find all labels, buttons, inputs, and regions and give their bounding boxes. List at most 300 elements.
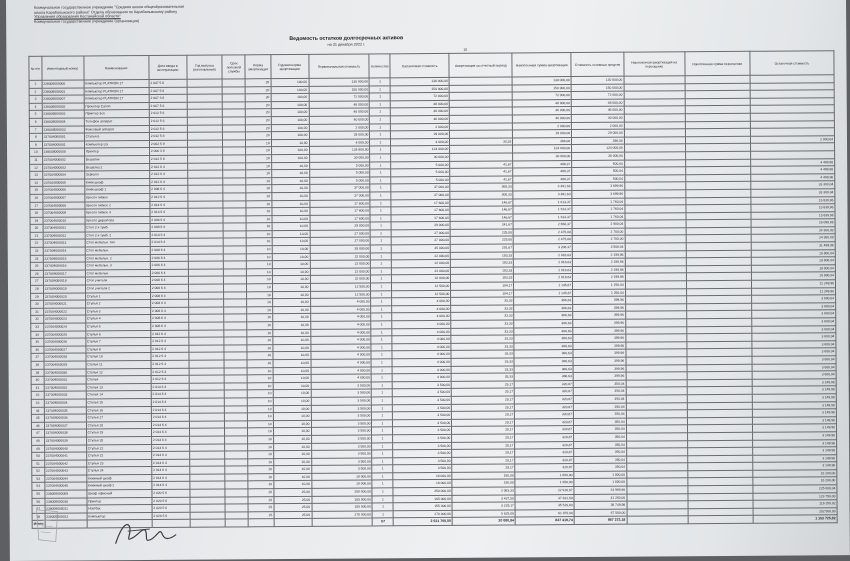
table-cell: 41,67 <box>450 160 513 168</box>
table-cell: 3 699,96 <box>572 190 625 198</box>
table-cell: 10,00 <box>272 245 310 253</box>
table-cell: 3 600,04 <box>751 310 835 318</box>
table-cell: 3 500,00 <box>311 442 372 450</box>
table-cell: 2 014 6 4 <box>151 413 189 421</box>
table-cell: Зеркало <box>84 171 149 179</box>
table-cell: 238008000002 <box>42 103 84 111</box>
table-cell: 2 008 6 4 <box>150 315 188 323</box>
table-cell: 1 <box>371 252 392 260</box>
table-cell: 29 <box>31 293 44 301</box>
table-cell: 399,96 <box>573 350 626 358</box>
table-cell: 37 812,50 <box>515 494 574 502</box>
table-cell: 26 099,96 <box>751 219 835 227</box>
table-cell: 38 <box>31 361 44 369</box>
table-cell: 399,96 <box>573 334 626 342</box>
table-cell: 17 600,00 <box>391 214 450 222</box>
table-cell: 1 <box>372 503 393 511</box>
table-cell: 22 000,00 <box>392 252 451 260</box>
table-cell: 350,04 <box>574 410 627 418</box>
table-cell: 3 500,00 <box>393 427 452 435</box>
table-cell: 3 149,96 <box>752 401 836 409</box>
table-cell: 28 <box>30 285 43 293</box>
table-cell: 10,00 <box>273 344 311 352</box>
table-cell: 10,00 <box>272 261 310 269</box>
table-cell: Вешалки <box>84 155 149 163</box>
table-cell: 1 <box>371 313 392 321</box>
table-cell: 10,00 <box>273 405 311 413</box>
org-line: школа Карабалыкского района" Отдела образования по Карабалыкскому району <box>34 9 178 15</box>
table-cell: 43 <box>31 399 44 407</box>
table-cell: 237004000045 <box>44 482 86 490</box>
table-cell: 10 <box>247 329 272 337</box>
table-cell: 44 <box>31 407 44 415</box>
table-cell: 25,00 <box>274 511 312 519</box>
table-cell: 10 <box>248 398 273 406</box>
table-cell: 1 <box>369 78 390 86</box>
table-cell: 10 <box>246 215 271 223</box>
table-cell: 4 000,00 <box>311 359 372 367</box>
table-cell: 5 000,00 <box>309 169 370 177</box>
table-cell: 33,33 <box>451 320 514 328</box>
table-cell: 10 <box>246 200 271 208</box>
table-cell: 2 008 6 4 <box>150 292 188 300</box>
table-cell: 2 008 6 4 <box>150 299 188 307</box>
table-cell: 46 000,00 <box>391 108 450 116</box>
table-cell: 40 000,00 <box>309 116 370 124</box>
stamp-mark <box>34 506 62 546</box>
table-cell: 3 149,96 <box>752 378 836 386</box>
table-cell: Стулья 5 <box>85 322 150 330</box>
table-cell: 31 <box>31 308 44 316</box>
table-cell: 29,17 <box>452 441 515 449</box>
table-cell: 237004000043 <box>44 467 86 475</box>
totals-cell: Итого <box>32 521 45 529</box>
table-cell <box>223 117 246 125</box>
table-cell: Телефон аппарат <box>84 117 149 125</box>
table-cell: Стулья 4 <box>85 315 150 323</box>
table-cell: 3 500,00 <box>393 419 452 427</box>
table-cell: 237004000038 <box>44 429 86 437</box>
table-cell: 10 <box>248 420 273 428</box>
totals-cell <box>190 519 226 527</box>
table-cell: 4 499,96 <box>750 166 834 174</box>
table-cell: Компьютер PLATRON 17 <box>84 95 149 103</box>
table-cell <box>223 170 246 178</box>
table-cell: 33,33 <box>451 305 514 313</box>
table-cell: 29,17 <box>452 388 515 396</box>
table-cell: 10 <box>248 451 273 459</box>
table-cell: 2 014 6 4 <box>152 467 190 475</box>
table-cell: 399,96 <box>573 327 626 335</box>
table-cell: 1 <box>370 131 391 139</box>
org-line: Коммунальное государственное учреждение "Средняя школа общеобразовательная <box>34 4 185 10</box>
table-cell: 5 000,00 <box>309 177 370 185</box>
table-cell: 33,33 <box>451 343 514 351</box>
table-cell: 10 <box>246 162 271 170</box>
table-cell: 488,37 <box>513 160 572 168</box>
table-cell: 124 000,00 <box>513 145 572 153</box>
table-cell: 10,00 <box>272 321 310 329</box>
table-cell: 29 000,00 <box>310 222 371 230</box>
table-cell: 15 839,96 <box>751 196 835 204</box>
table-cell: 3 600,04 <box>752 371 836 379</box>
table-cell: 320,87 <box>515 433 574 441</box>
table-cell: 3 500,00 <box>311 382 372 390</box>
table-cell: 3 149,96 <box>752 409 836 417</box>
table-cell: 2 008 6 4 <box>150 186 188 194</box>
table-cell: 183,33 <box>451 252 514 260</box>
table-cell <box>224 261 247 269</box>
table-cell: 5 000,00 <box>391 161 450 169</box>
org-line: Управления образования Костанайской области" <box>34 14 121 19</box>
table-cell: 1 <box>372 374 393 382</box>
table-cell: 46 000,00 <box>571 107 624 115</box>
table-cell: 270 000,00 <box>312 511 373 519</box>
column-header: Инвентарный номер <box>42 56 84 80</box>
table-cell: 130 000,00 <box>571 76 624 84</box>
table-cell: 27 <box>30 278 43 286</box>
table-cell: 130 000,00 <box>391 77 450 85</box>
table-cell: 2 006 6 4 <box>150 216 188 224</box>
table-cell: 320,87 <box>515 411 574 419</box>
table-cell: 18 000,00 <box>393 480 452 488</box>
table-cell: 2 016,63 <box>514 274 573 282</box>
table-cell: 100,00 <box>271 154 309 162</box>
table-cell: Стулья 13 <box>86 383 151 391</box>
table-cell: 10 <box>248 466 273 474</box>
table-cell: 37 000,00 <box>391 184 450 192</box>
table-cell <box>224 375 247 383</box>
table-cell: 100,00 <box>271 116 309 124</box>
table-cell <box>224 284 247 292</box>
table-cell: 16 200,00 <box>753 477 837 485</box>
table-cell: 124 000,00 <box>391 146 450 154</box>
table-cell: 10 <box>246 177 271 185</box>
table-cell: 396,00 <box>513 137 572 145</box>
table-cell: 29,17 <box>452 411 515 419</box>
table-cell <box>225 496 248 504</box>
table-cell: 150 000,00 <box>309 86 370 94</box>
table-cell: 237004000041 <box>44 452 86 460</box>
table-cell: 29 000,00 <box>392 222 451 230</box>
table-cell: 1 <box>371 351 392 359</box>
table-cell: 1 <box>370 215 391 223</box>
table-cell: 2 008 6 4 <box>150 224 188 232</box>
table-cell: 1 613,37 <box>513 198 572 206</box>
table-cell: Книж.шкаф <box>84 178 149 186</box>
table-cell: 2 007 5 8 <box>149 87 187 95</box>
table-cell: 100,00 <box>271 101 309 109</box>
column-header: Год выпуска (изготовления) <box>187 55 223 79</box>
table-cell: 1 <box>372 427 393 435</box>
table-cell: Стулья 10 <box>86 353 151 361</box>
table-cell: 19 800,04 <box>751 257 835 265</box>
column-header: Первоначальная стоимость <box>308 54 369 78</box>
table-cell: 10,00 <box>273 359 311 367</box>
table-cell <box>224 307 247 315</box>
table-cell: 22 <box>30 240 43 248</box>
table-cell <box>224 253 247 261</box>
table-cell: 237004000024 <box>43 323 85 331</box>
table-cell: 25,00 <box>274 488 312 496</box>
table-cell: 3 149,96 <box>752 424 836 432</box>
table-cell: 237004000006 <box>42 186 84 194</box>
totals-cell: 20 080,84 <box>452 517 515 525</box>
table-cell: 6 <box>29 118 42 126</box>
table-cell: 18 <box>30 209 43 217</box>
table-cell: 1 <box>371 245 392 253</box>
table-cell: 10 <box>247 337 272 345</box>
table-cell: 1 <box>372 397 393 405</box>
table-cell: 10,00 <box>272 238 310 246</box>
totals-cell: 1 153 725,82 <box>753 515 837 523</box>
table-cell: 237004000021 <box>43 300 85 308</box>
table-cell: 20 <box>246 117 271 125</box>
table-cell: 10,00 <box>273 413 311 421</box>
table-cell <box>223 231 246 239</box>
table-cell: 10,00 <box>272 306 310 314</box>
column-header: Накопленная сумма амортизации <box>512 53 571 77</box>
table-cell: 238008000009 <box>45 490 87 498</box>
table-cell: 150 000,00 <box>391 85 450 93</box>
table-cell: 2 014 6 4 <box>152 482 190 490</box>
table-cell: 5 000,00 <box>391 169 450 177</box>
table-cell: 237004000040 <box>44 444 86 452</box>
table-cell: 10,00 <box>272 291 310 299</box>
table-cell: 35 <box>31 338 44 346</box>
table-cell: 237004000026 <box>43 338 85 346</box>
table-cell: 10 <box>247 253 272 261</box>
table-cell: 366,63 <box>514 342 573 350</box>
table-cell: 54 <box>32 483 45 491</box>
table-cell: 3 600,04 <box>752 340 836 348</box>
table-cell: 1 <box>370 169 391 177</box>
table-cell: 2 000 3 9 <box>149 148 187 156</box>
table-cell: 320,87 <box>515 441 574 449</box>
table-cell: 237004000023 <box>43 315 85 323</box>
table-cell: 33 <box>31 323 44 331</box>
table-cell: 1 <box>370 177 391 185</box>
table-cell: 3 437,50 <box>452 495 515 503</box>
table-cell: 3 500,00 <box>393 404 452 412</box>
table-cell: 10 <box>248 443 273 451</box>
table-cell: 1 <box>372 465 393 473</box>
table-cell: 27 000,00 <box>392 237 451 245</box>
table-cell <box>223 162 246 170</box>
table-cell: 237004000034 <box>44 399 86 407</box>
table-cell: 1 <box>370 93 391 101</box>
table-cell: 8 <box>29 133 42 141</box>
table-cell: 40 <box>31 376 44 384</box>
table-cell <box>224 276 247 284</box>
table-cell: 308,33 <box>450 183 513 191</box>
table-cell: 33,33 <box>450 138 513 146</box>
table-cell: Стол мебельн. <box>85 247 150 255</box>
table-cell: 237004000014 <box>43 247 85 255</box>
table-cell: 27 000,00 <box>310 230 371 238</box>
table-cell: 10 <box>248 474 273 482</box>
table-cell: 116 250,02 <box>753 500 837 508</box>
table-cell: 10 <box>247 246 272 254</box>
table-cell: 10,00 <box>273 443 311 451</box>
column-number-label: 16 <box>463 47 468 52</box>
column-header: Годовая норма амортизации <box>271 54 309 78</box>
table-cell: 1 <box>371 230 392 238</box>
table-cell: 1 <box>370 161 391 169</box>
table-cell: 2 014 6 4 <box>151 451 189 459</box>
table-cell <box>223 193 246 201</box>
table-cell: 10 <box>247 276 272 284</box>
table-cell: 399,96 <box>573 357 626 365</box>
table-cell: 17 600,00 <box>309 199 370 207</box>
table-cell: 237004000001 <box>42 133 84 141</box>
column-header: Дата ввода в эксплуатацию <box>149 55 187 79</box>
table-cell: 22 000,00 <box>310 260 371 268</box>
table-cell: 2 006 6 4 <box>150 269 188 277</box>
document-sheet <box>6 0 850 561</box>
table-cell: 30 <box>31 300 44 308</box>
table-cell: 1 <box>370 85 391 93</box>
table-cell: Стулья 23 <box>86 459 151 467</box>
table-cell: 3 500,00 <box>393 457 452 465</box>
table-cell: Шкаф офисный <box>87 490 152 498</box>
table-cell: 58 <box>32 513 45 521</box>
table-cell: 35 520,83 <box>515 502 574 510</box>
table-cell: 1 <box>372 473 393 481</box>
table-cell: 238008000001 <box>42 88 84 96</box>
table-cell: 30 000,00 <box>309 154 370 162</box>
table-cell: 1 650,00 <box>515 479 574 487</box>
table-cell: 12 500,00 <box>310 283 371 291</box>
table-cell: 10,00 <box>273 367 311 375</box>
table-cell: 1 <box>370 108 391 116</box>
table-cell: 320,87 <box>515 426 574 434</box>
table-cell <box>223 132 246 140</box>
table-cell: Стол 2-х тумб. <box>85 224 150 232</box>
table-cell: 37 <box>31 354 44 362</box>
table-cell: 4 499,96 <box>751 173 835 181</box>
table-cell: Принтер <box>84 148 149 156</box>
table-cell: 320,87 <box>515 403 574 411</box>
table-cell: 3 500,00 <box>393 449 452 457</box>
table-cell <box>225 466 248 474</box>
table-cell: 3 600,04 <box>752 363 836 371</box>
table-cell: 237004000039 <box>44 437 86 445</box>
table-cell: 2 008 6 4 <box>151 322 189 330</box>
table-cell: 45 <box>31 414 44 422</box>
table-cell: 238008000000 <box>42 80 84 88</box>
table-cell: 320,87 <box>515 449 574 457</box>
table-cell: 10,00 <box>274 481 312 489</box>
table-cell: 366,63 <box>514 365 573 373</box>
table-cell: 366,63 <box>514 335 573 343</box>
table-cell: 1 760,04 <box>572 198 625 206</box>
table-cell: 2 900,04 <box>572 220 625 228</box>
table-cell: 36 <box>31 346 44 354</box>
table-cell: 41,67 <box>450 168 513 176</box>
table-cell: 4 000,00 <box>310 313 371 321</box>
table-cell: 11 249,96 <box>751 280 835 288</box>
table-cell: 500,04 <box>572 175 625 183</box>
table-cell: 29 000,00 <box>513 130 572 138</box>
table-cell: 2 083,33 <box>452 487 515 495</box>
table-cell: 20 <box>246 79 271 87</box>
table-cell: 1 <box>370 146 391 154</box>
table-cell: 1 760,04 <box>572 213 625 221</box>
table-cell: 17 600,00 <box>391 199 450 207</box>
table-cell: 3 600,04 <box>751 295 835 303</box>
table-cell <box>225 504 248 512</box>
table-cell: Стол мебельн. 3 <box>85 262 150 270</box>
table-cell: Книжный шкаф 2 <box>87 482 152 490</box>
table-cell: 270 000,00 <box>394 510 453 518</box>
table-cell <box>224 246 247 254</box>
table-cell: 17 600,00 <box>391 206 450 214</box>
table-cell: 15 <box>30 187 43 195</box>
table-cell: 33,33 <box>451 350 514 358</box>
table-cell: 46 <box>31 422 44 430</box>
table-cell: Компьютер PLATRON 17 <box>84 87 149 95</box>
table-cell: 2 014 6 4 <box>150 239 188 247</box>
table-cell: 10 <box>246 208 271 216</box>
table-cell: Стулья 11 <box>86 360 151 368</box>
table-cell: 10 <box>247 268 272 276</box>
table-cell: 2 014 6 4 <box>151 391 189 399</box>
table-cell: 10,00 <box>271 170 309 178</box>
table-cell: 150,00 <box>452 472 515 480</box>
table-cell: 40 000,00 <box>572 114 625 122</box>
table-cell: 33,33 <box>451 335 514 343</box>
table-cell <box>224 360 247 368</box>
table-cell: 10,00 <box>273 473 311 481</box>
table-cell: 24 999,96 <box>574 486 627 494</box>
table-cell: 237004000031 <box>44 376 86 384</box>
table-cell: 4 000,00 <box>310 298 371 306</box>
table-cell: 1 <box>372 457 393 465</box>
table-cell: 24 300,00 <box>751 234 835 242</box>
table-cell: 100,00 <box>271 109 309 117</box>
table-cell: 25 <box>248 489 273 497</box>
table-cell: 50 <box>32 452 45 460</box>
table-cell: 10 <box>247 261 272 269</box>
table-cell: Стулья 14 <box>86 391 151 399</box>
table-cell: Стулья 15 <box>86 398 151 406</box>
table-cell: 1 <box>370 123 391 131</box>
table-cell: 1 <box>372 389 393 397</box>
table-cell: 25 <box>30 262 43 270</box>
table-cell: 21 <box>30 232 43 240</box>
table-cell: 39 <box>31 369 44 377</box>
table-cell: 2 016,63 <box>514 251 573 259</box>
table-cell: 1 613,37 <box>513 213 572 221</box>
table-cell: 25,00 <box>274 504 312 512</box>
organization-header <box>34 5 184 24</box>
table-cell: 35 000,00 <box>392 244 451 252</box>
table-cell: 30 000,00 <box>572 152 625 160</box>
table-cell: 2 700,00 <box>572 236 625 244</box>
totals-cell <box>312 518 373 526</box>
table-cell: 4 000,00 <box>392 336 451 344</box>
table-cell: 2 014 6 4 <box>151 444 189 452</box>
table-cell: 4 000,00 <box>309 139 370 147</box>
table-cell: 10,00 <box>273 420 311 428</box>
table-cell: 33,33 <box>451 366 514 374</box>
table-cell: 399,96 <box>573 312 626 320</box>
table-cell: 3 149,96 <box>752 394 836 402</box>
table-cell: 22 000,00 <box>310 275 371 283</box>
table-cell: 237004000044 <box>44 475 86 483</box>
table-cell: 10 <box>248 458 273 466</box>
